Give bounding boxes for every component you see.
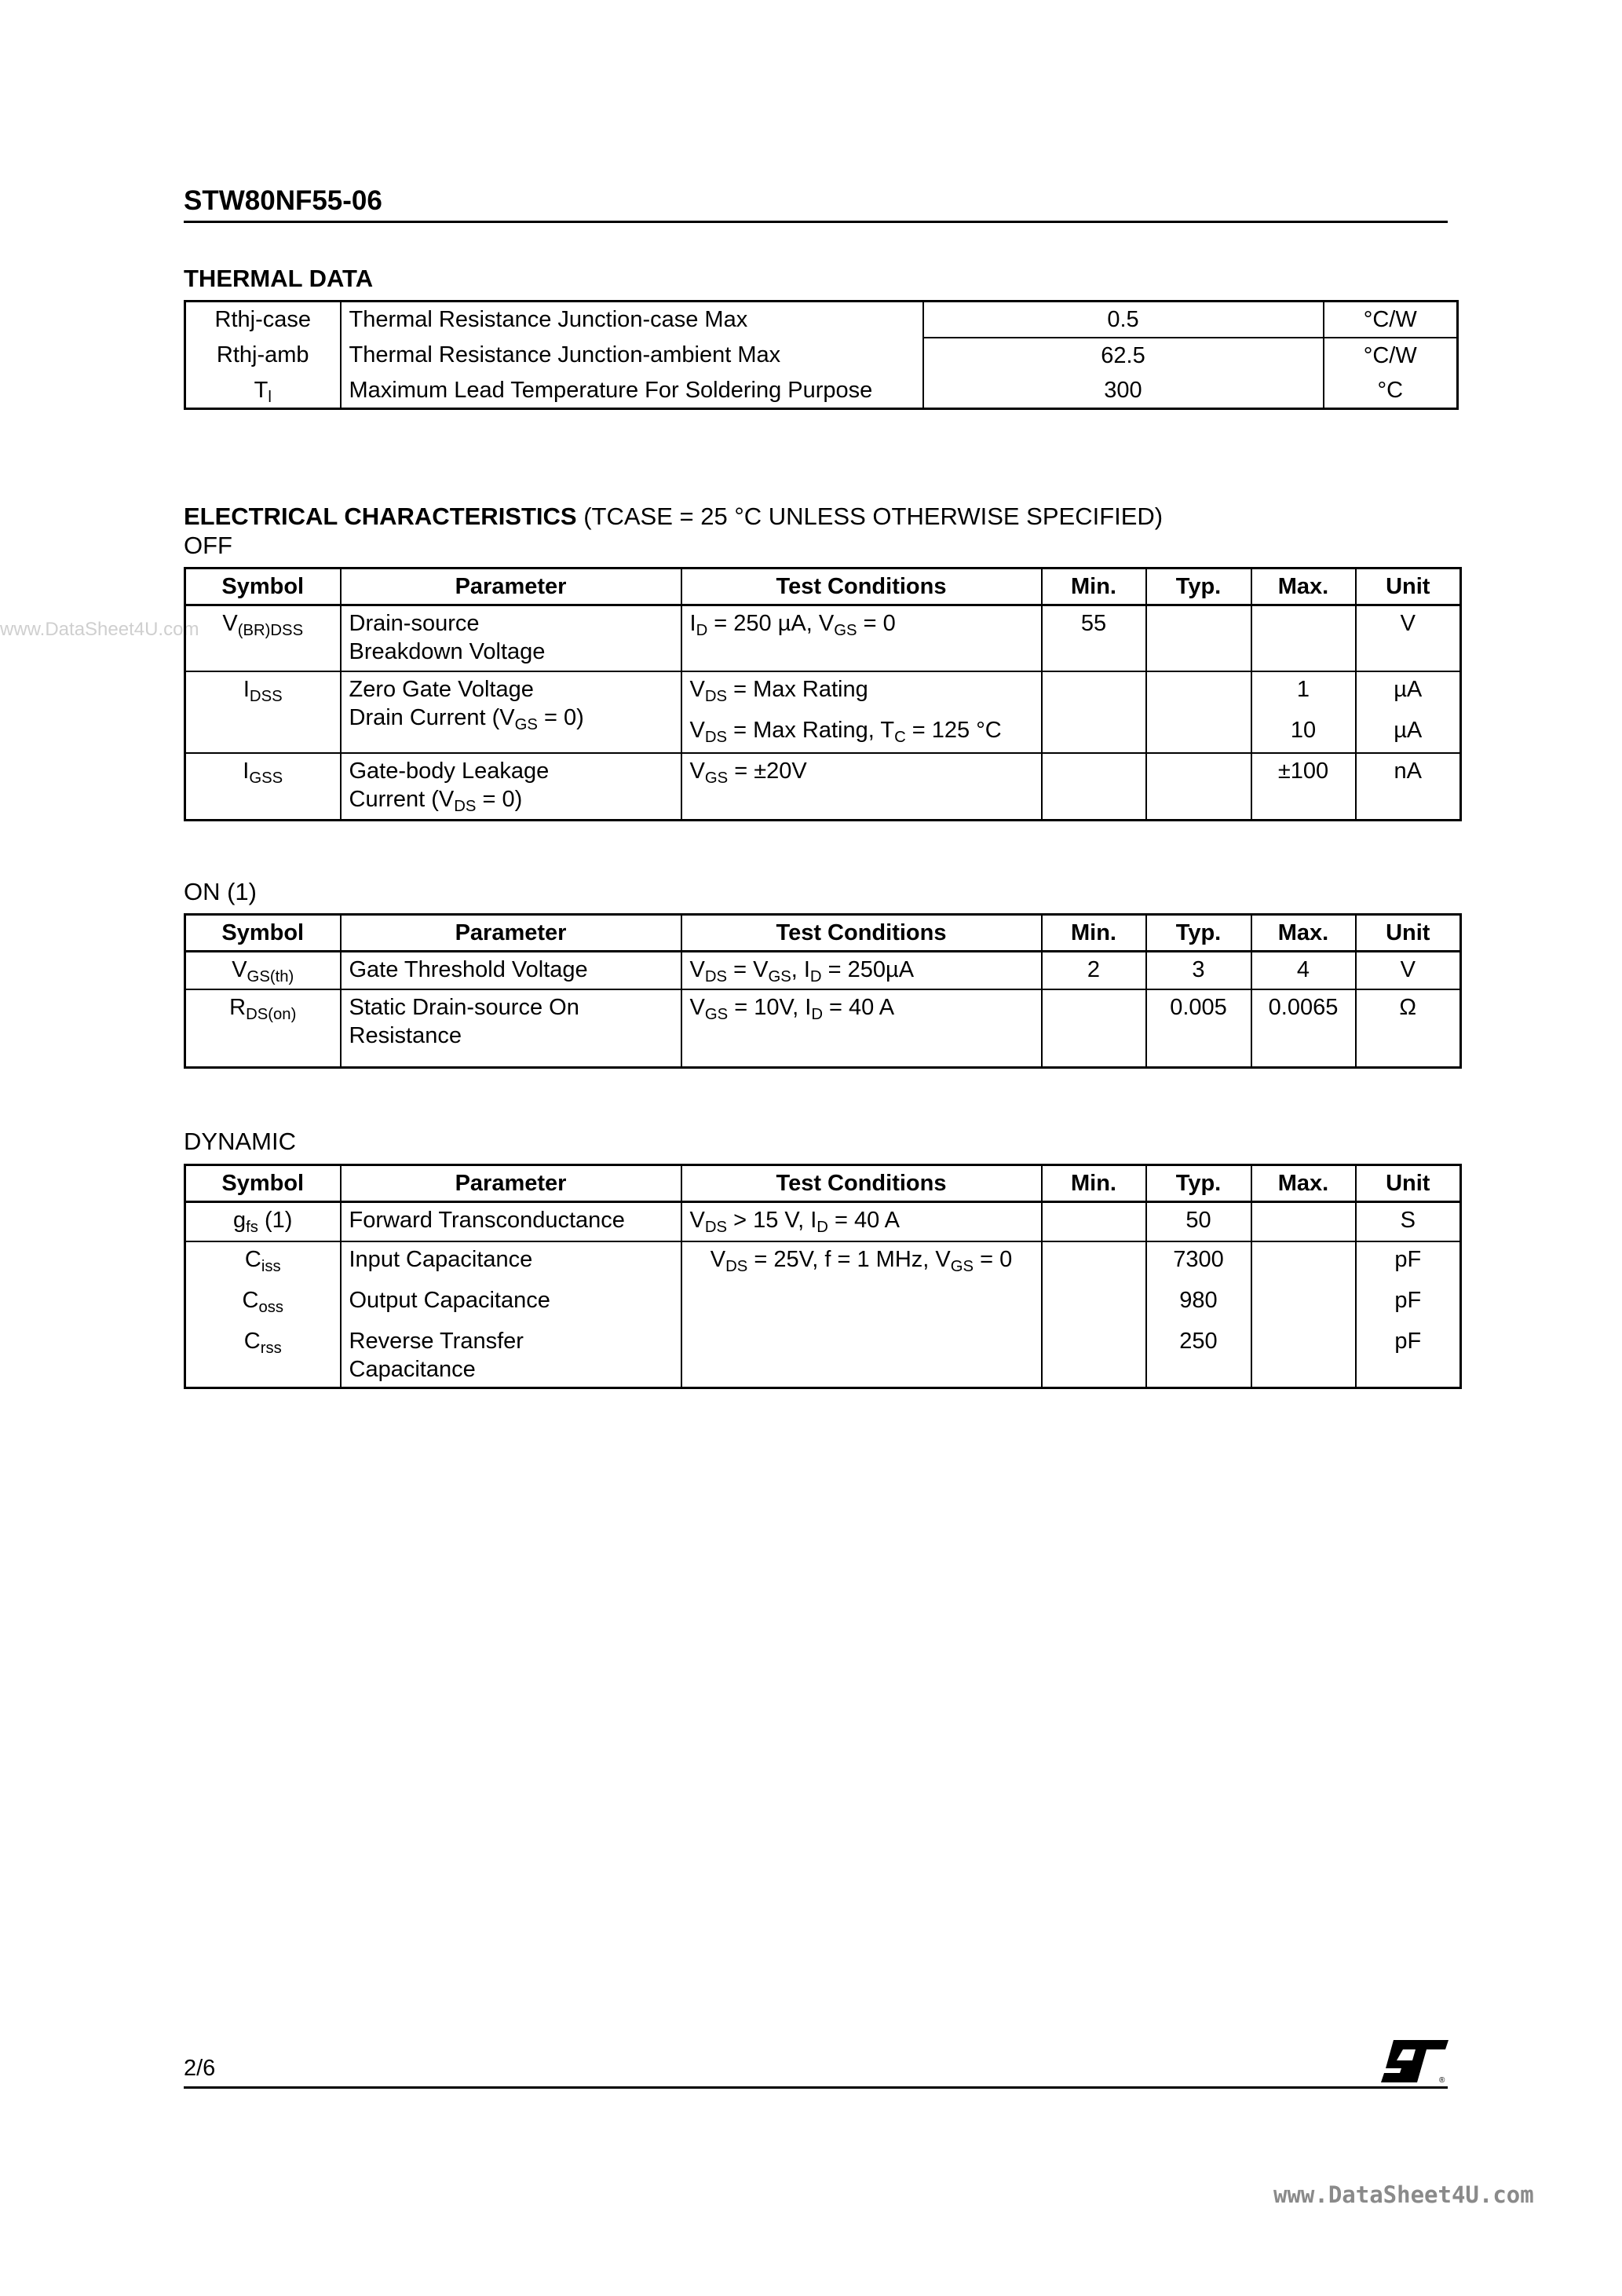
typ-cell: 3 <box>1146 952 1251 989</box>
unit-cell: pF pF pF <box>1356 1241 1461 1388</box>
table-header-row <box>185 569 1461 605</box>
conditions-cell: $V_{GS} = 10V$, $I_D = 40$ A <box>681 989 1042 1068</box>
thermal-unit: °C/W <box>1324 338 1458 373</box>
col-max: Max. <box>1251 569 1356 605</box>
conditions-cell: $V_{DS}$ = Max Rating $V_{DS}$ = Max Rating, $T_C = 125$ °C <box>681 671 1042 753</box>
watermark-left: www.DataSheet4U.com <box>0 619 199 640</box>
thermal-parameter: Thermal Resistance Junction-case Max <box>341 302 923 338</box>
max-cell: ±100 <box>1251 753 1356 821</box>
conditions-cell: $I_D = 250$ µA, $V_{GS} = 0$ <box>681 605 1042 671</box>
min-cell: 55 <box>1042 605 1146 671</box>
conditions-cell: $V_{DS} > 15$ V, $I_D = 40$ A <box>681 1202 1042 1241</box>
table-row <box>185 302 1458 338</box>
thermal-value: 62.5 <box>923 338 1324 373</box>
table-row <box>185 373 1458 409</box>
table-row <box>185 989 1461 1068</box>
table-row <box>185 338 1458 373</box>
table-row <box>185 952 1461 989</box>
col-max: Max. <box>1251 1165 1356 1202</box>
unit-cell: nA <box>1356 753 1461 821</box>
thermal-symbol: Rthj-amb <box>185 338 341 373</box>
min-cell <box>1042 671 1146 753</box>
symbol-cell: $V_{GS(th)}$ <box>185 952 341 989</box>
col-unit: Unit <box>1356 569 1461 605</box>
col-test-conditions: Test Conditions <box>681 915 1042 952</box>
col-symbol: Symbol <box>185 1165 341 1202</box>
thermal-parameter: Maximum Lead Temperature For Soldering Purpose <box>341 373 923 409</box>
max-cell: 0.0065 <box>1251 989 1356 1068</box>
typ-cell: 50 <box>1146 1202 1251 1241</box>
page-number: 2/6 <box>184 2056 216 2081</box>
unit-cell: V <box>1356 952 1461 989</box>
parameter-cell: Gate Threshold Voltage <box>341 952 681 989</box>
parameter-cell: Static Drain-source On Resistance <box>341 989 681 1068</box>
col-typ: Typ. <box>1146 569 1251 605</box>
symbol-ciss: $C_{iss}$ <box>244 1246 281 1275</box>
col-symbol: Symbol <box>185 915 341 952</box>
min-cell <box>1042 1202 1146 1241</box>
typ-cell: 0.005 <box>1146 989 1251 1068</box>
min-cell <box>1042 753 1146 821</box>
svg-text:®: ® <box>1439 2076 1445 2085</box>
table-row <box>185 605 1461 671</box>
col-parameter: Parameter <box>341 915 681 952</box>
typ-cell <box>1146 671 1251 753</box>
dynamic-table <box>184 1164 1462 1389</box>
conditions-cell: $V_{DS} = V_{GS}$, $I_D = 250\mu A$ <box>681 952 1042 989</box>
typ-cell <box>1146 605 1251 671</box>
col-min: Min. <box>1042 569 1146 605</box>
table-row <box>185 1202 1461 1241</box>
document-title: STW80NF55-06 <box>184 185 382 216</box>
min-cell: 2 <box>1042 952 1146 989</box>
thermal-symbol: Rthj-case <box>185 302 341 338</box>
off-table <box>184 567 1462 821</box>
symbol-cell: $I_{GSS}$ <box>185 753 341 821</box>
col-unit: Unit <box>1356 915 1461 952</box>
table-header-row <box>185 1165 1461 1202</box>
unit-cell: µA µA <box>1356 671 1461 753</box>
thermal-value: 300 <box>923 373 1324 409</box>
title-rule <box>184 221 1448 223</box>
thermal-symbol: $T_l$ <box>185 373 341 409</box>
symbol-cell: $g_{fs}$ (1) <box>185 1202 341 1241</box>
thermal-unit: °C/W <box>1324 302 1458 338</box>
table-row <box>185 671 1461 753</box>
unit-cell: V <box>1356 605 1461 671</box>
on-heading: ON (1) <box>184 878 257 905</box>
symbol-crss: $C_{rss}$ <box>243 1328 282 1357</box>
min-cell <box>1042 1241 1146 1388</box>
unit-cell: S <box>1356 1202 1461 1241</box>
thermal-parameter: Thermal Resistance Junction-ambient Max <box>341 338 923 373</box>
col-typ: Typ. <box>1146 1165 1251 1202</box>
parameter-cell: Zero Gate Voltage Drain Current $(V_{GS} = 0)$ <box>341 671 681 753</box>
watermark-right: www.DataSheet4U.com <box>1273 2181 1534 2208</box>
parameter-cell: Forward Transconductance <box>341 1202 681 1241</box>
conditions-cell: $V_{DS} = 25V$, f = 1 MHz, $V_{GS} = 0$ <box>681 1241 1042 1388</box>
col-unit: Unit <box>1356 1165 1461 1202</box>
col-min: Min. <box>1042 915 1146 952</box>
thermal-value: 0.5 <box>923 302 1324 338</box>
parameter-cell: Drain-source Breakdown Voltage <box>341 605 681 671</box>
thermal-heading: THERMAL DATA <box>184 265 374 292</box>
col-max: Max. <box>1251 915 1356 952</box>
max-cell: 4 <box>1251 952 1356 989</box>
on-table <box>184 913 1462 1069</box>
conditions-cell: $V_{GS} = \pm 20V$ <box>681 753 1042 821</box>
col-symbol: Symbol <box>185 569 341 605</box>
unit-cell: Ω <box>1356 989 1461 1068</box>
thermal-table <box>184 300 1459 410</box>
max-cell <box>1251 605 1356 671</box>
st-logo-icon <box>1379 2037 1450 2092</box>
col-parameter: Parameter <box>341 1165 681 1202</box>
max-cell: 1 10 <box>1251 671 1356 753</box>
min-cell <box>1042 989 1146 1068</box>
typ-cell: 7300 980 250 <box>1146 1241 1251 1388</box>
table-row <box>185 1241 1461 1388</box>
col-typ: Typ. <box>1146 915 1251 952</box>
table-row <box>185 753 1461 821</box>
symbol-cell: $V_{(BR)DSS}$ <box>185 605 341 671</box>
electrical-heading: ELECTRICAL CHARACTERISTICS (TCASE = 25 °C UNLESS OTHERWISE SPECIFIED) <box>184 503 1164 530</box>
symbol-coss: $C_{oss}$ <box>242 1287 283 1316</box>
max-cell <box>1251 1202 1356 1241</box>
table-header-row <box>185 915 1461 952</box>
col-parameter: Parameter <box>341 569 681 605</box>
col-test-conditions: Test Conditions <box>681 569 1042 605</box>
footer-rule <box>184 2086 1448 2089</box>
col-test-conditions: Test Conditions <box>681 1165 1042 1202</box>
parameter-cell: Input Capacitance Output Capacitance Reverse Transfer Capacitance <box>341 1241 681 1388</box>
max-cell <box>1251 1241 1356 1388</box>
parameter-cell: Gate-body Leakage Current $(V_{DS} = 0)$ <box>341 753 681 821</box>
symbol-cell <box>185 1241 341 1388</box>
typ-cell <box>1146 753 1251 821</box>
off-heading: OFF <box>184 532 232 559</box>
symbol-cell: $I_{DSS}$ <box>185 671 341 753</box>
col-min: Min. <box>1042 1165 1146 1202</box>
dynamic-heading: DYNAMIC <box>184 1128 296 1155</box>
symbol-cell: $R_{DS(on)}$ <box>185 989 341 1068</box>
thermal-unit: °C <box>1324 373 1458 409</box>
